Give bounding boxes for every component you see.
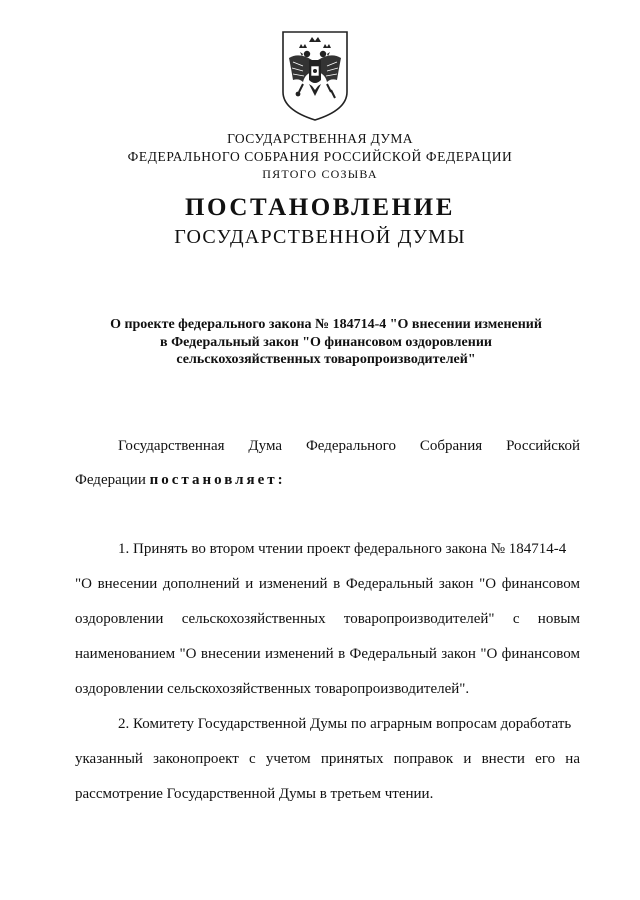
paragraph-line: 1. Принять во втором чтении проект федерального закона № 184714-4 xyxy=(118,541,567,557)
header-duma: ГОСУДАРСТВЕННАЯ ДУМА xyxy=(227,131,413,146)
paragraph-line: указанный законопроект с учетом принятых поправок и внести его на xyxy=(75,751,580,767)
subject-line: в Федеральный закон "О финансовом оздоровлении xyxy=(160,334,492,350)
document-subtitle: ГОСУДАРСТВЕННОЙ ДУМЫ xyxy=(174,226,466,248)
preamble-prefix: Федерации xyxy=(75,472,150,488)
paragraph-line: рассмотрение Государственной Думы в третьем чтении. xyxy=(75,786,434,802)
coat-of-arms-emblem xyxy=(279,28,351,122)
subject-line: сельскохозяйственных товаропроизводителей" xyxy=(176,352,476,367)
subject-line: О проекте федерального закона № 184714-4 "О внесении изменений xyxy=(110,317,542,332)
document-title: ПОСТАНОВЛЕНИЕ xyxy=(184,194,456,221)
paragraph-line: оздоровлении сельскохозяйственных товаропроизводителей" с новым xyxy=(75,611,580,627)
header-federal-assembly: ФЕДЕРАЛЬНОГО СОБРАНИЯ РОССИЙСКОЙ ФЕДЕРАЦИИ xyxy=(127,149,513,164)
paragraph-line: 2. Комитету Государственной Думы по аграрным вопросам доработать xyxy=(118,716,572,732)
document-subject xyxy=(60,316,592,369)
preamble-line: Государственная Дума Федерального Собрания Российской xyxy=(118,438,580,454)
paragraph-line: оздоровлении сельскохозяйственных товаропроизводителей". xyxy=(75,681,470,697)
resolves-word: постановляет: xyxy=(149,472,286,488)
paragraph-line: "О внесении дополнений и изменений в Федеральный закон "О финансовом xyxy=(75,576,580,592)
paragraph-line: наименованием "О внесении изменений в Федеральный закон "О финансовом xyxy=(75,646,580,662)
header-convocation: ПЯТОГО СОЗЫВА xyxy=(262,167,378,181)
preamble-line xyxy=(75,472,286,489)
